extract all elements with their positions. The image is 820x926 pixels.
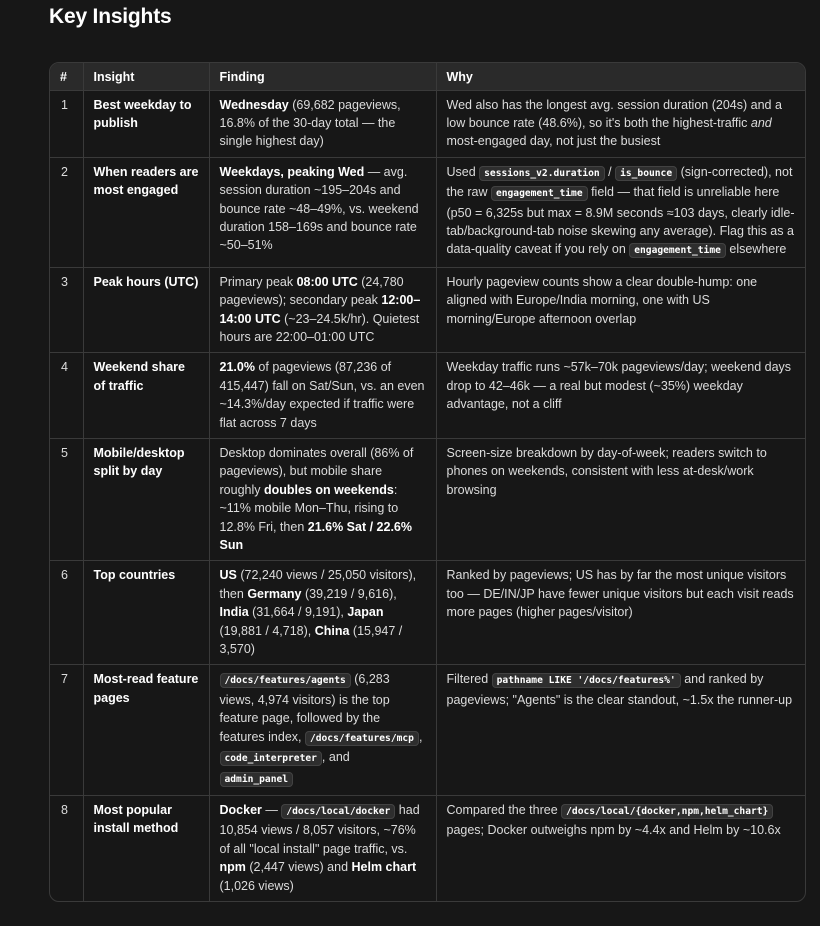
text: : ~11% mobile Mon–Thu, rising to 12.8% Fri, then bbox=[219, 482, 399, 534]
text: (sign-corrected), not the raw bbox=[446, 164, 793, 200]
inline-code: code_interpreter bbox=[220, 751, 322, 766]
row-why bbox=[436, 267, 805, 353]
inline-code: pathname LIKE '/docs/features%' bbox=[492, 673, 681, 688]
table-row bbox=[50, 665, 805, 795]
row-why bbox=[436, 157, 805, 267]
text: (31,664 / 9,191), bbox=[248, 605, 348, 620]
text: Ranked by pageviews; US has by far the most unique visitors too — DE/IN/JP have fewer unique visitors but each visit reads more pages (higher pages/visitor) bbox=[446, 568, 794, 620]
inline-code: engagement_time bbox=[491, 186, 588, 201]
text: , and bbox=[321, 750, 350, 765]
text: Compared the three bbox=[446, 802, 562, 817]
row-number: 3 bbox=[50, 267, 83, 353]
inline-code: /docs/local/{docker,npm,helm_chart} bbox=[561, 804, 773, 819]
text: Used bbox=[446, 164, 480, 179]
row-number: 6 bbox=[50, 561, 83, 665]
row-why bbox=[436, 795, 805, 901]
insights-table bbox=[49, 62, 806, 902]
column-header-why: Why bbox=[436, 63, 805, 90]
bold-text: Germany bbox=[247, 586, 302, 601]
text: (72,240 views / 25,050 visitors), then bbox=[219, 568, 417, 601]
row-insight: Peak hours (UTC) bbox=[83, 267, 209, 353]
row-number: 8 bbox=[50, 795, 83, 901]
text: field — that field is unreliable here (p50 = 6,325s but max = 8.9M seconds ≈103 days, clearly idle-tab/background-tab noise skewing any average). Flag this as a data-quality caveat if you rely on bbox=[446, 185, 795, 257]
bold-text: 08:00 UTC bbox=[296, 274, 358, 289]
text: / bbox=[604, 164, 616, 179]
table-header-row bbox=[50, 63, 805, 90]
text: (24,780 pageviews); secondary peak bbox=[219, 274, 404, 308]
row-insight: Most popular install method bbox=[83, 795, 209, 901]
bold-text: 21.6% Sat / 22.6% Sun bbox=[219, 519, 412, 553]
row-why bbox=[436, 561, 805, 665]
text: had 10,854 views / 8,057 visitors, ~76% of all "local install" page traffic, vs. bbox=[219, 802, 420, 856]
column-header-finding: Finding bbox=[209, 63, 436, 90]
text: of pageviews (87,236 of 415,447) fall on Sat/Sun, vs. an even ~14.3%/day expected if traffic were flat across 7 days bbox=[219, 360, 425, 430]
bold-text: Wednesday bbox=[219, 97, 289, 112]
bold-text: 12:00–14:00 UTC bbox=[219, 293, 421, 326]
row-insight: When readers are most engaged bbox=[83, 157, 209, 267]
text: (69,682 pageviews, 16.8% of the 30-day total — the single highest day) bbox=[219, 97, 401, 149]
text: Hourly pageview counts show a clear double-hump: one aligned with Europe/India morning, one with US morning/Europe afternoon overlap bbox=[446, 274, 758, 326]
bold-text: China bbox=[314, 623, 350, 638]
bold-text: India bbox=[219, 605, 249, 620]
row-finding bbox=[209, 267, 436, 353]
text: (~23–24.5k/hr). Quietest hours are 22:00–01:00 UTC bbox=[219, 311, 420, 344]
text: Primary peak bbox=[219, 274, 297, 289]
table-row bbox=[50, 561, 805, 665]
bold-text: doubles on weekends bbox=[263, 482, 394, 497]
text: (19,881 / 4,718), bbox=[219, 623, 315, 638]
row-insight: Most-read feature pages bbox=[83, 665, 209, 795]
text: Filtered bbox=[446, 672, 492, 687]
row-finding bbox=[209, 795, 436, 901]
row-number: 5 bbox=[50, 439, 83, 561]
text: (15,947 / 3,570) bbox=[219, 623, 403, 657]
inline-code: /docs/features/agents bbox=[220, 673, 351, 688]
text: (2,447 views) and bbox=[245, 860, 352, 875]
table-row bbox=[50, 90, 805, 157]
row-number: 2 bbox=[50, 157, 83, 267]
text: Screen-size breakdown by day-of-week; readers switch to phones on weekends, consistent with less at-desk/work browsing bbox=[446, 446, 767, 497]
row-number: 4 bbox=[50, 353, 83, 439]
table-row bbox=[50, 439, 805, 561]
text: — bbox=[261, 802, 282, 817]
row-finding bbox=[209, 353, 436, 439]
page-title: Key Insights bbox=[49, 5, 172, 28]
text: Weekday traffic runs ~57k–70k pageviews/day; weekend days drop to 42–46k — a real but modest (~35%) weekday advantage, not a cliff bbox=[446, 360, 792, 412]
text: most-engaged day, not just the busiest bbox=[446, 134, 661, 149]
column-header-number: # bbox=[50, 63, 83, 90]
text: pages; Docker outweighs npm by ~4.4x and Helm by ~10.6x bbox=[446, 823, 781, 838]
text: elsewhere bbox=[725, 242, 787, 257]
inline-code: sessions_v2.duration bbox=[479, 166, 605, 181]
bold-text: Weekdays, peaking Wed bbox=[219, 164, 365, 179]
inline-code: engagement_time bbox=[629, 243, 726, 258]
row-insight: Weekend share of traffic bbox=[83, 353, 209, 439]
inline-code: admin_panel bbox=[220, 772, 294, 787]
table-row bbox=[50, 267, 805, 353]
bold-text: Japan bbox=[347, 605, 384, 620]
inline-code: /docs/local/docker bbox=[281, 804, 395, 819]
text: (6,283 views, 4,974 visitors) is the top feature page, followed by the features index, bbox=[219, 672, 390, 744]
text: Desktop dominates overall (86% of pageviews), but mobile share roughly bbox=[219, 446, 414, 497]
table-row bbox=[50, 353, 805, 439]
text: — avg. session duration ~195–204s and bounce rate ~48–49%, vs. weekend duration 158–169s and bounce rate ~50–51% bbox=[219, 164, 419, 253]
bold-text: 21.0% bbox=[219, 360, 255, 375]
row-finding bbox=[209, 665, 436, 795]
bold-text: Helm chart bbox=[351, 860, 417, 875]
italic-text: and bbox=[750, 115, 772, 130]
table-row bbox=[50, 795, 805, 901]
inline-code: /docs/features/mcp bbox=[305, 731, 419, 746]
row-number: 1 bbox=[50, 90, 83, 157]
bold-text: US bbox=[219, 568, 237, 583]
row-finding bbox=[209, 439, 436, 561]
row-number: 7 bbox=[50, 665, 83, 795]
row-finding bbox=[209, 157, 436, 267]
row-finding bbox=[209, 90, 436, 157]
table-row bbox=[50, 157, 805, 267]
text: (39,219 / 9,616), bbox=[301, 586, 397, 601]
row-finding bbox=[209, 561, 436, 665]
row-why bbox=[436, 665, 805, 795]
row-why bbox=[436, 90, 805, 157]
column-header-insight: Insight bbox=[83, 63, 209, 90]
row-insight: Mobile/desktop split by day bbox=[83, 439, 209, 561]
text: (1,026 views) bbox=[219, 878, 294, 893]
row-insight: Top countries bbox=[83, 561, 209, 665]
row-why bbox=[436, 353, 805, 439]
bold-text: Docker bbox=[219, 802, 262, 817]
text: , bbox=[418, 729, 423, 744]
text: Wed also has the longest avg. session duration (204s) and a low bounce rate (48.6%), so it's both the highest-traffic bbox=[446, 97, 782, 130]
bold-text: npm bbox=[219, 860, 246, 875]
text: and ranked by pageviews; "Agents" is the clear standout, ~1.5x the runner-up bbox=[446, 672, 793, 707]
row-why bbox=[436, 439, 805, 561]
inline-code: is_bounce bbox=[615, 166, 677, 181]
row-insight: Best weekday to publish bbox=[83, 90, 209, 157]
